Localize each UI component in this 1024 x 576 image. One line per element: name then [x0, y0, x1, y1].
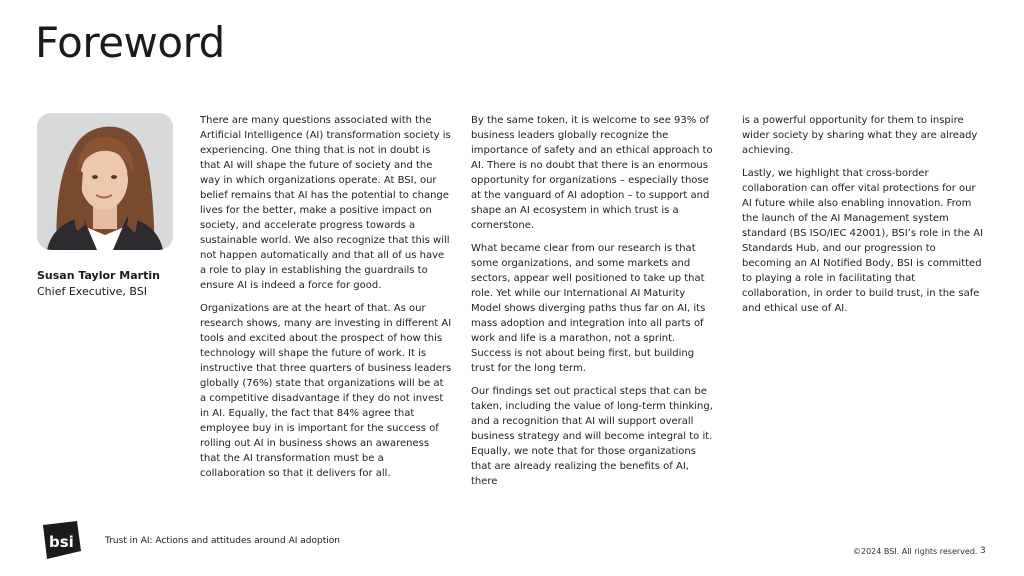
logo-text: bsi — [49, 533, 74, 551]
copyright-notice: ©2024 BSI. All rights reserved. — [853, 547, 978, 556]
page-number: 3 — [980, 546, 986, 556]
text-column-2 — [471, 113, 715, 497]
author-portrait — [37, 113, 173, 250]
text-column-3 — [742, 113, 986, 324]
paragraph: By the same token, it is welcome to see 93% of business leaders globally recognize the importance of safety and an ethical approach to AI. There is no doubt that there is an enormous opportunity for organizations – especially those at the vanguard of AI adoption – to support and shape an AI ecosystem in which trust is a cornerstone. — [471, 115, 713, 231]
author-name: Susan Taylor Martin — [37, 269, 160, 282]
paragraph: There are many questions associated with the Artificial Intelligence (AI) transformation society is experiencing. One thing that is not in doubt is that AI will shape the future of society and the way in which organizations operate. At BSI, our belief remains that AI has the potential to change lives for the better, make a positive impact on society, and accelerate progress towards a sustainable world. We also recognize that this will not happen automatically and that all of us have a role to play in establishing the guardrails to ensure AI is indeed a force for good. — [200, 115, 451, 291]
page-title: Foreword — [35, 18, 225, 67]
paragraph: Organizations are at the heart of that. As our research shows, many are investing in different AI tools and excited about the prospect of how this technology will shape the future of work. It is instructive that three quarters of business leaders globally (76%) state that organizations will be at a competitive disadvantage if they do not invest in AI. Equally, the fact that 84% agree that employee buy in is important for the success of rolling out AI in business shows an awareness that the AI transformation must be a collaboration so that it delivers for all. — [200, 303, 452, 479]
document-title: Trust in AI: Actions and attitudes around AI adoption — [105, 536, 340, 546]
paragraph: Our findings set out practical steps that can be taken, including the value of long-term thinking, and a recognition that AI will support overall business strategy and will become integral to it. Equally, we note that for those organizations that are already realizing the benefits of AI, there — [471, 386, 713, 487]
text-column-1 — [200, 113, 452, 489]
portrait-image — [37, 113, 173, 250]
paragraph: What became clear from our research is that some organizations, and some markets and sectors, appear well positioned to take up that role. Yet while our International AI Maturity Model shows diverging paths thus far on AI, its mass adoption and integration into all parts of work and life is a marathon, not a sprint. Success is not about being first, but building trust for the long term. — [471, 243, 706, 374]
author-role: Chief Executive, BSI — [37, 285, 147, 298]
paragraph: Lastly, we highlight that cross-border collaboration can offer vital protections for our AI future while also enabling innovation. From the launch of the AI Management system standard (BS ISO/IEC 42001), BSI’s role in the AI Standards Hub, and our progression to becoming an AI Notified Body, BSI is committed to playing a role in facilitating that collaboration, in order to build trust, in the safe and ethical use of AI. — [742, 168, 984, 314]
bsi-logo — [37, 521, 81, 559]
paragraph: is a powerful opportunity for them to inspire wider society by sharing what they are already achieving. — [742, 115, 978, 156]
